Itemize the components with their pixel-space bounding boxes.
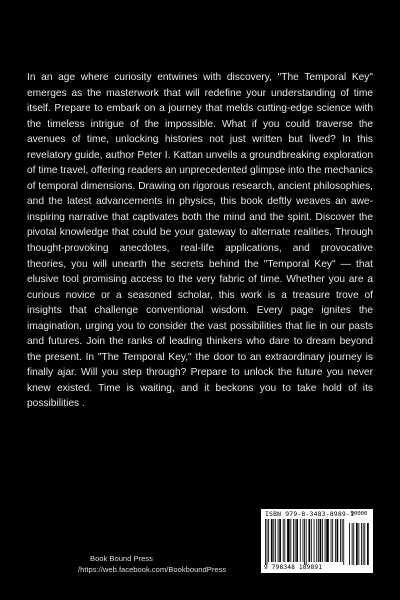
barcode-bar xyxy=(293,519,294,562)
barcode-bar xyxy=(295,519,296,562)
barcode-bar xyxy=(273,519,274,562)
ean-digits: 9 798348 189891 xyxy=(264,564,323,571)
barcode-bar xyxy=(300,519,301,562)
barcode-bars xyxy=(265,519,369,565)
barcode-bar xyxy=(314,519,315,562)
barcode-bar xyxy=(316,519,317,562)
addon-bar xyxy=(353,523,354,565)
publisher-name: Book Bound Press xyxy=(90,554,153,563)
publisher-info xyxy=(78,553,238,575)
barcode-bar xyxy=(271,519,273,562)
barcode-bar xyxy=(332,519,333,562)
addon-bar xyxy=(361,523,362,565)
barcode-bar xyxy=(287,519,290,562)
barcode-bar xyxy=(311,519,312,562)
addon-bar xyxy=(358,523,359,565)
barcode-bar xyxy=(284,519,285,562)
barcode-bar xyxy=(340,519,341,562)
price-code: 90000 xyxy=(350,511,368,517)
barcode-bar xyxy=(326,519,329,562)
barcode-bar xyxy=(290,519,291,562)
barcode-bar xyxy=(325,519,326,562)
addon-bar xyxy=(367,523,369,565)
addon-bar xyxy=(356,523,358,565)
barcode-bar xyxy=(342,519,343,562)
addon-bar xyxy=(364,523,365,565)
barcode-bar xyxy=(278,519,279,562)
book-description: In an age where curiosity entwines with discovery, "The Temporal Key" emerges as the masterwork that will redefine your understanding of time itself. Prepare to embark on a journey that melds cutting-edge science with the timeless intrigue of the impossible. What if you could traverse the avenues of time, unlocking histories not just written but lived? In this revelatory guide, author Peter I. Kattan unveils a groundbreaking exploration of time travel, offering readers an unprecedented glimpse into the mechanics of temporal dimensions. Drawing on rigorous research, ancient philosophies, and the latest advancements in physics, this book deftly weaves an awe-inspiring narrative that captivates both the mind and the spirit. Discover the pivotal knowledge that could be your gateway to alternate realities. Through thought-provoking anecdotes, real-life applications, and provocative theories, you will unearth the secrets behind the "Temporal Key" — that elusive tool promising access to the very fabric of time. Whether you are a curious novice or a seasoned scholar, this work is a treasure trove of insights that challenge conventional wisdom. Every page ignites the imagination, urging you to consider the vast possibilities that lie in our pasts and futures. Join the ranks of leading thinkers who dare to dream beyond the present. In "The Temporal Key," the door to an extraordinary journey is finally ajar. Will you step through? Prepare to unlock the future you never knew existed. Time is waiting, and it beckons you to take hold of its possibilities . xyxy=(27,72,373,410)
barcode-bar xyxy=(337,519,339,562)
isbn-barcode xyxy=(261,509,373,573)
barcode-bar xyxy=(335,519,336,562)
barcode-bar xyxy=(322,519,323,562)
barcode-bar xyxy=(303,519,304,562)
barcode-bar xyxy=(283,519,284,562)
barcode-bar xyxy=(318,519,319,562)
barcode-bar xyxy=(304,519,305,565)
barcode-bar xyxy=(306,519,307,565)
barcode-bar xyxy=(296,519,298,562)
barcode-bar xyxy=(275,519,276,562)
barcode-bar xyxy=(268,519,269,562)
barcode-bar xyxy=(308,519,310,562)
addon-bar xyxy=(349,523,350,565)
barcode-bar xyxy=(279,519,281,562)
barcode-bar xyxy=(267,519,268,565)
addon-bar xyxy=(352,523,353,565)
addon-bar xyxy=(363,523,364,565)
barcode-bar xyxy=(320,519,322,562)
publisher-url: /https://web.facebook.com/BookboundPress xyxy=(78,565,227,574)
barcode-bar xyxy=(343,519,344,565)
barcode-bar xyxy=(331,519,332,562)
isbn-label: ISBN 979-8-3483-8989-1 xyxy=(265,510,355,518)
barcode-bar xyxy=(265,519,266,565)
